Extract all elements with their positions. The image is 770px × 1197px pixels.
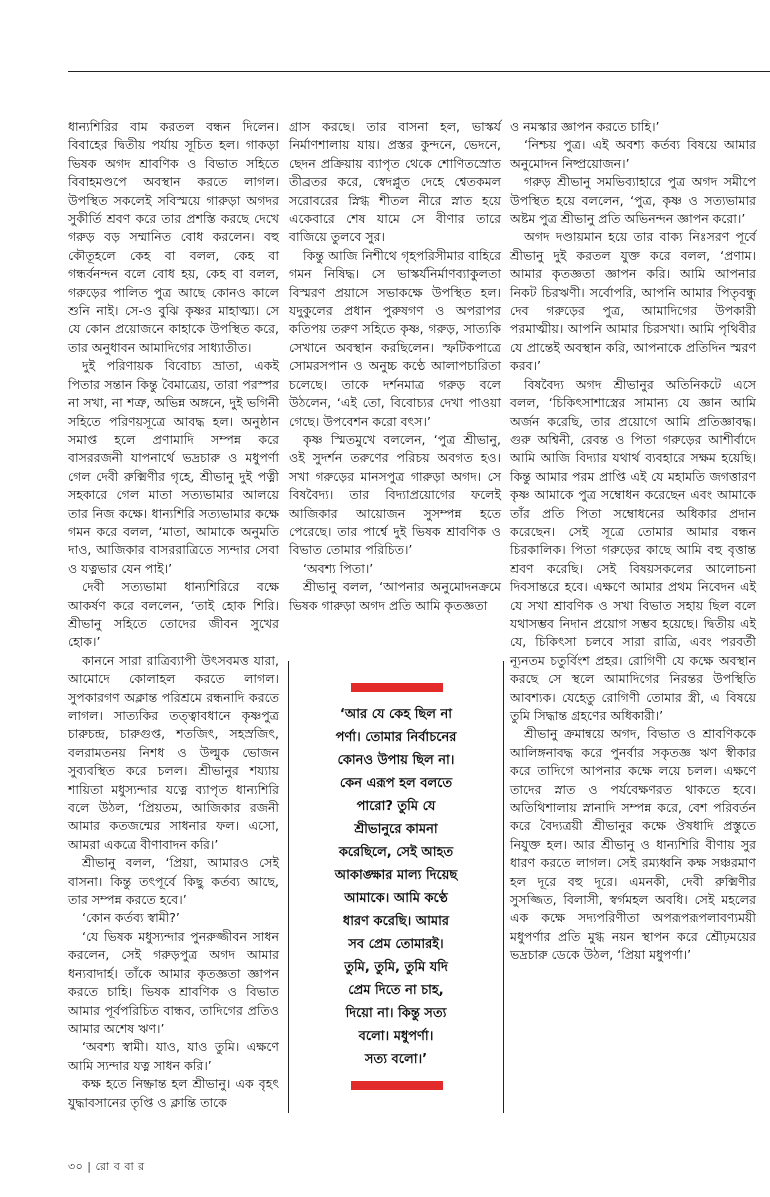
pull-quote (299, 703, 493, 1071)
paragraph: ‘যে ভিষক মধুস্যন্দার পুনরুজ্জীবন সাধন করলেন, সেই গরুড়পুত্র অগদ আমার ধন্যবাদার্হ। তাঁকে আমার কৃতজ্ঞতা জ্ঞাপন করতে চাহি। ভিষক শ্রাবণিক ও বিভাত আমার পূর্বপরিচিত বান্ধব, তাদিগের প্রতিও আমার অশেষ ঋণ।’ (68, 928, 279, 1036)
paragraph: শ্রীভানু ক্রমান্বয়ে অগদ, বিভাত ও শ্রাবণিককে আলিঙ্গনাবদ্ধ করে পুনর্বার সকৃতজ্ঞ ঋণ স্বীকার করে তাদিগে আপনার কক্ষে লয়ে চলল। এক্ষণে তাদের স্নাত ও পর্যবেক্ষণরত থাকতে হবে। অতিথিশালায় স্নানাদি সম্পন্ন করে, বেশ পরিবর্তন করে বৈদ্যত্রয়ী শ্রীভানুর কক্ষে ঔষধাদি প্রস্তুতে নিযুক্ত হল। আর শ্রীভানু ও ধান্যশিরি বীণায় সুর ধারণ করতে লাগল। সেই রম্যধ্বনি কক্ষ সঞ্চরমাণ হল দূরে বহু দূরে। এমনকী, দেবী রুক্মিণীর সুসজ্জিত, বিলাসী, স্বর্গমহল অবধি। সেই মহলের এক কক্ষে সদ্যপরিণীতা অপরূপরূপলাবণ্যময়ী মধুপর্ণার প্রতি মুগ্ধ নয়ন স্থাপন করে শ্রৌঢ়ময়ের ভদ্রচারু ডেকে উঠল, ‘প্রিয়া মধুপর্ণা।’ (510, 726, 756, 963)
pull-quote-line: তুমি, তুমি, তুমি যদি (344, 960, 448, 975)
pull-quote-line: শ্রীভানুরে কামনা (354, 822, 438, 837)
paragraph: ‘কোন কর্তব্য স্বামী?’ (82, 910, 180, 926)
paragraph: শ্রীভানু বলল, ‘প্রিয়া, আমারও সেই বাসনা। কিন্তু তৎপূর্বে কিছু কর্তব্য আছে, তার সম্পন্ন করতে হবে।’ (68, 855, 279, 908)
pull-quote-line: দিয়ো না। কিন্তু সত্য (345, 1006, 447, 1021)
text-column-2 (289, 118, 501, 615)
pull-quote-line: আকাঙ্ক্ষার মাল্য দিয়েছ (334, 868, 458, 883)
paragraph: ‘নিশ্চয় পুত্র। এই অবশ্য কর্তব্য বিষয়ে আমার অনুমোদন নিষ্প্রয়োজন।’ (510, 137, 756, 171)
paragraph: অগদ দণ্ডায়মান হয়ে তার বাক্য নিঃসরণ পূর্বে শ্রীভানু দুই করতল যুক্ত করে বলল, ‘প্রণাম। আমার কৃতজ্ঞতা জ্ঞাপন করি। আমি আপনার নিকট চিরঋণী। সর্বোপরি, আপনি আমার পিতৃবন্ধু দেব গরুড়ের পুত্র, আমাদিগের উপকারী পরমাত্মীয়। আপনি আমার চিরসখা। আমি পৃথিবীর যে প্রান্তেই অবস্থান করি, আপনাকে প্রতিদিন স্মরণ করব।’ (510, 229, 756, 374)
paragraph: ‘অবশ্য পিতা।’ (303, 560, 374, 576)
paragraph: গ্রাস করছে। তার বাসনা হল, ভাস্কর্য নির্মাণশালায় যায়। প্রস্তর কুন্দনে, ভেদনে, ছেদন প্রক্রিয়ায় ব্যাপৃত থেকে শোণিতস্রোত তীব্রতর করে, স্বেদপ্লুত দেহে শ্বেতকমল সরোবরের স্নিগ্ধ শীতল নীরে স্নাত হয়ে একেবারে শেষ যামে সে বীণার তারে বাজিয়ে তুলবে সুর। (289, 119, 501, 245)
pull-quote-line: প্রেম দিতে না চাহ, (348, 983, 444, 998)
pull-quote-line: ধারণ করেছি। আমার (342, 914, 450, 929)
pull-quote-line: সত্য বলো।’ (364, 1052, 428, 1067)
paragraph: গরুড় শ্রীভানু সমভিব্যাহারে পুত্র অগদ সমীপে উপস্থিত হয়ে বললেন, ‘পুত্র, কৃষ্ণ ও সত্যভামার অষ্টম পুত্র শ্রীভানু প্রতি অভিনন্দন জ্ঞাপন করো।’ (510, 174, 756, 227)
paragraph: কাননে সারা রাত্রিব্যাপী উৎসবমত্ত যারা, আমোদে কোলাহল করতে লাগল। সুপকারগণ অক্লান্ত পরিশ্রমে রন্ধনাদি করতে লাগল। সাত্যকির তত্ত্বাবধানে কৃষ্ণপুত্র চারুচন্দ্র, চারুগুপ্ত, শতজিৎ, সহস্রজিৎ, বলরামতনয় নিশধ ও উল্মুক ভোজন সুব্যবস্থিত করে চলল। শ্রীভানুর শয্যায় শায়িতা মধুস্যন্দার যত্নে ব্যাপৃত ধান্যশিরি বলে উঠল, ‘প্রিয়তম, আজিকার রজনী আমার কতজন্মের সাধনার ফল। এসো, আমরা একত্রে বীণাবাদন করি।’ (68, 652, 279, 852)
pull-quote-line: কোনও উপায় ছিল না। (337, 753, 455, 768)
pull-quote-line: ‘আর যে কেহ ছিল না (339, 707, 453, 722)
paragraph: ‘অবশ্য স্বামী। যাও, যাও তুমি। এক্ষণে আমি স্যন্দার যত্ন সাধন করি।’ (68, 1039, 279, 1073)
pull-quote-line: সব প্রেম তোমারই। (348, 937, 444, 952)
pull-quote-box (288, 661, 504, 1113)
paragraph: ধান্যশিরির বাম করতল বন্ধন দিলেন। বিবাহের দ্বিতীয় পর্যায় সূচিত হল। গাকড়া ভিষক অগদ শ্রাবণিক ও বিভাত সহিতে বিবাহমণ্ডপে অবস্থান করতে লাগল। উপস্থিত সকলেই সবিস্ময়ে গারুড়া অগদর সুকীর্তি শ্রবণ করে তার প্রশস্তি করছে দেখে গরুড় বড় সম্মানিত বোধ করলেন। বহু কৌতূহলে কেহ বা বলল, কেহ বা গন্ধর্বনন্দন বলে বোধ হয়, কেহ বা বলল, গরুড়ের পালিত পুত্র আছে কোনও কালে শুনি নাই। সে-ও বুঝি কৃষ্ণর মাহাত্ম্য। সে যে কোন প্রয়োজনে কাহাকে উপস্থিত করে, তার অনুধাবন আমাদিগের সাধ্যাতীত। (68, 119, 279, 355)
text-column-1 (68, 118, 279, 1112)
pull-quote-line: কেন এরূপ হল বলতে (339, 776, 453, 791)
text-column-3 (510, 118, 756, 965)
page-footer: ৩০ | রো ব বা র (68, 1160, 145, 1173)
paragraph: কক্ষ হতে নিষ্ক্রান্ত হল শ্রীভানু। এক বৃহৎ যুদ্ধাবসানের তৃপ্তি ও ক্লান্তি তাকে (68, 1076, 279, 1110)
paragraph: শ্রীভানু বলল, ‘আপনার অনুমোদনক্রমে ভিষক গারুড়া অগদ প্রতি আমি কৃতজ্ঞতা (289, 579, 501, 613)
paragraph: ও নমস্কার জ্ঞাপন করতে চাহি।’ (510, 119, 660, 134)
pull-quote-bottom-bar (351, 1081, 443, 1090)
pull-quote-line: পারো? তুমি যে (356, 799, 436, 814)
pull-quote-line: করেছিলে, সেই আহত (338, 845, 454, 860)
header-rule (68, 71, 770, 72)
pull-quote-line: বলো। মধুপর্ণা। (358, 1029, 434, 1044)
pull-quote-line: পর্ণা। তোমার নির্বাচনের (335, 730, 457, 745)
paragraph: বিষবৈদ্য অগদ শ্রীভানুর অতিনিকটে এসে বলল, ‘চিকিৎসাশাস্ত্রের সামান্য যে জ্ঞান আমি অর্জন করেছি, তার প্রয়োগে আমি প্রতিজ্ঞাবদ্ধ। গুরু অশ্বিনী, রেবন্ত ও পিতা গরুড়ের আশীর্বাদে আমি আজি বিদ্যার যথার্থ ব্যবহারে সক্ষম হয়েছি। কিন্তু আমার পরম প্রাপ্তি এই যে মহামতি জগত্তারণ কৃষ্ণ আমাকে পুত্র সম্বোধন করেছেন এবং আমাকে তাঁর প্রতি পিতা সম্বোধনের অধিকার প্রদান করেছেন। সেই সূত্রে তোমার আমার বন্ধন চিরকালিক। পিতা গরুড়ের কাছে আমি বহু বৃত্তান্ত শ্রবণ করেছি। সেই বিষয়সকলের আলোচনা দিবসান্তরে হবে। এক্ষণে আমার প্রথম নিবেদন এই যে সখা শ্রাবণিক ও সখা বিভাত সহায় ছিল বলে যথাসম্ভব নিদান প্রয়োগ সম্ভব হয়েছে। দ্বিতীয় এই যে, চিকিৎসা চলবে সারা রাত্রি, এবং পরবর্তী ন্যূনতম চতুর্বিংশ প্রহর। রোগিণী যে কক্ষে অবস্থান করছে সে স্থলে আমাদিগের নিরন্তর উপস্থিতি আবশ্যক। যেহেতু রোগিণী তোমার স্ত্রী, এ বিষয়ে তুমি সিদ্ধান্ত গ্রহণের অধিকারী।’ (510, 376, 756, 723)
pull-quote-line: আমাকে। আমি কণ্ঠে (344, 891, 448, 906)
paragraph: কৃষ্ণ স্মিতমুখে বললেন, ‘পুত্র শ্রীভানু, ওই সুদর্শন তরুণের পরিচয় অবগত হও। সখা গরুড়ের মানসপুত্র গারুড়া অগদ। সে বিষবৈদ্য। তার বিদ্যাপ্রয়োগের ফলেই আজিকার আয়োজন সুসম্পন্ন হতে পেরেছে। তার পার্শ্বে দুই ভিষক শ্রাবণিক ও বিভাত তোমার পরিচিত।’ (289, 431, 501, 558)
pull-quote-top-bar (351, 683, 443, 692)
paragraph: কিন্তু আজি নিশীথে গৃহপরিসীমার বাহিরে গমন নিষিদ্ধ। সে ভাস্কর্যনির্মাণব্যাকুলতা বিস্মরণ প্রয়াসে সভাকক্ষে উপস্থিত হল। যদুকুলের প্রধান পুরুষগণ ও অপরাপর কতিপয় তরুণ সহিতে কৃষ্ণ, গরুড়, সাত্যকি সেখানে অবস্থান করছিলেন। স্ফটিকপাত্রে সোমরসপান ও অনুচ্চ কণ্ঠে আলাপচারিতা চলেছে। তাকে দর্শনমাত্র গরুড় বলে উঠলেন, ‘এই তো, বিবোচ্যর দেখা পাওয়া গেছে। উপবেশন করো বৎস।’ (289, 247, 501, 429)
paragraph: দুই পরিণায়ক বিবোচ্য ভ্রাতা, একই পিতার সন্তান কিন্তু বৈমাত্রেয়, তারা পরস্পর না সখা, না শত্রু, অভিন্ন অঙ্গনে, দুই ভগিনী সহিতে পরিণয়সূত্রে আবদ্ধ হল। অনুষ্ঠান সমাপ্ত হলে প্রণামাদি সম্পন্ন করে বাসররজনী যাপনার্থে ভদ্রচারু ও মধুপর্ণা গেল দেবী রুক্মিণীর গৃহে, শ্রীভানু দুই পত্নী সহকারে গেল মাতা সত্যভামার আলয়ে তার নিজ কক্ষে। ধান্যশিরি সত্যভামার কক্ষে গমন করে বলল, ‘মাতা, আমাকে অনুমতি দাও, আজিকার বাসররাত্রিতে স্যন্দার সেবা ও যত্নভার যেন পাই।’ (68, 358, 279, 576)
paragraph: দেবী সত্যভামা ধান্যশিরিরে বক্ষে আকর্ষণ করে বললেন, ‘তাই হোক শিরি। শ্রীভানু সহিতে তোদের জীবন সুখের হোক।’ (68, 579, 279, 650)
